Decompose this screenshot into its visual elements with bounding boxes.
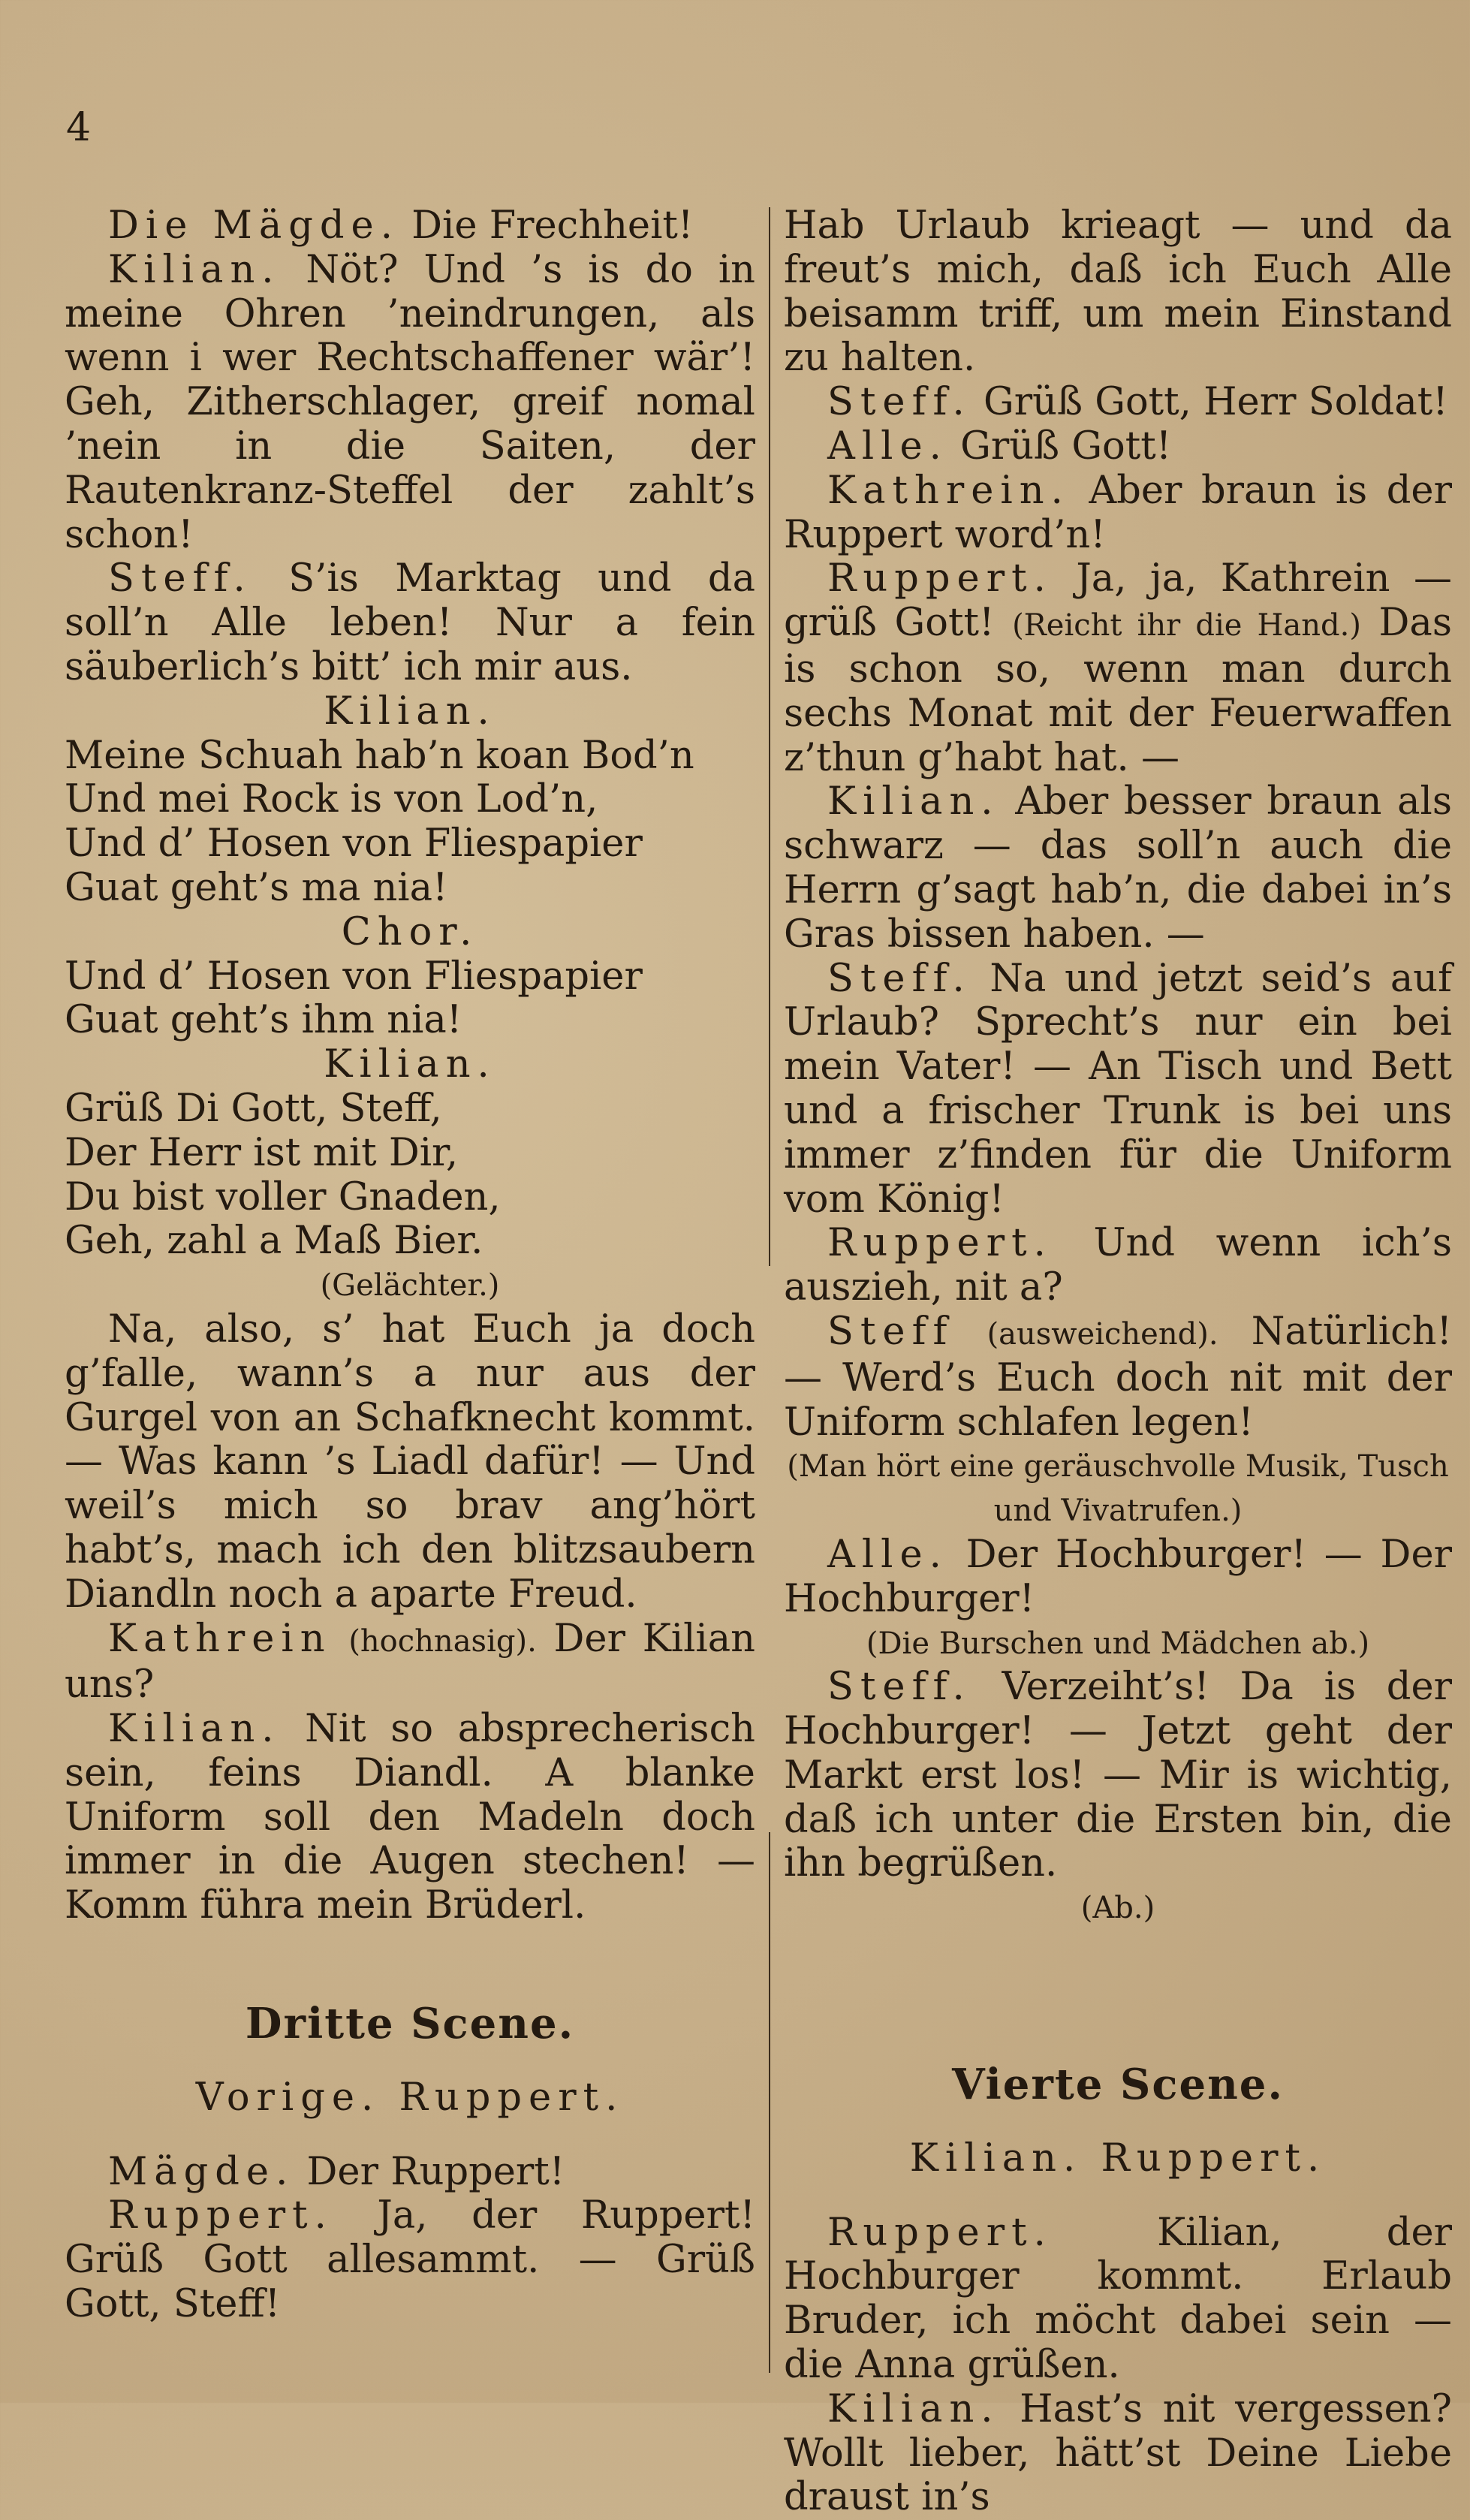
speaker-name: Ruppert. — [827, 556, 1053, 601]
speaker-name: Steff. — [827, 956, 971, 1001]
speaker-name: Alle. — [827, 1532, 948, 1577]
song-line: Geh, zahl a Maß Bier. — [65, 1219, 483, 1264]
right-column — [784, 204, 1452, 2520]
song-speaker-kilian: Kilian. — [324, 689, 496, 734]
speaker-name: Kathrein. — [827, 468, 1070, 513]
stage-direction: (Die Burschen und Mädchen ab.) — [866, 1626, 1370, 1661]
speech-text: Das is schon so, wenn man durch sechs Monat mit der Feuerwaffen z’thun g’habt hat. — — [784, 601, 1452, 780]
speech-text: Der Ruppert! — [306, 2149, 565, 2194]
speech-text: Ja, ja, Kathrein — grüß Gott! — [784, 556, 1452, 646]
speaker-name: Steff — [827, 1309, 954, 1354]
speech-kathrein — [65, 1617, 755, 1708]
speech-text: Und wenn ich’s auszieh, nit a? — [784, 1221, 1453, 1310]
song-line: Und mei Rock is von Lod’n, — [65, 777, 598, 822]
speech-text: Grüß Gott! — [960, 424, 1172, 469]
speaker-name: Steff. — [108, 556, 252, 601]
song-line: Du bist voller Gnaden, — [65, 1174, 501, 1219]
speech-text: Nit so absprecherisch sein, feins Diandl. A blanke Uniform soll den Madeln doch immer in die Augen stechen! — Komm führa mein Brüderl. — [65, 1707, 756, 1928]
speech-maegde-2 — [65, 2151, 755, 2195]
stage-direction-inline: (hochnasig). — [348, 1623, 537, 1659]
speech-text: Grüß Gott, Herr Soldat! — [983, 380, 1448, 425]
column-divider — [769, 207, 770, 1266]
speaker-name: Kilian. — [108, 247, 281, 292]
speech-text: Aber besser braun als schwarz — das soll’n auch die Herrn g’sagt hab’n, die dabei in’s Gras bissen haben. — — [784, 779, 1453, 957]
speaker-name: Mägde. — [108, 2149, 295, 2194]
speaker-name: Steff. — [827, 1665, 971, 1710]
speech-ruppert — [65, 2194, 755, 2326]
speaker-name: Die Mägde. — [108, 203, 399, 248]
stage-direction: (Man hört eine geräuschvolle Musik, Tusch und Vivatrufen.) — [787, 1449, 1449, 1529]
speaker-name: Alle. — [827, 424, 948, 469]
speech-text: Natürlich! — Werd’s Euch doch nit mit der Uniform schlafen legen! — [784, 1309, 1452, 1445]
speech-text: Verzeiht’s! Da is der Hochburger! — Jetzt geht der Markt erst los! — Mir is wichtig, daß ich unter die Ersten bin, die ihn begrüßen. — [784, 1665, 1452, 1886]
speaker-name: Kilian. — [108, 1707, 281, 1752]
page-number: 4 — [66, 105, 92, 150]
speech-ruppert-cont: Hab Urlaub krieagt — und da freut’s mich, daß ich Euch Alle beisamm triff, um mein Einstand zu halten. — [784, 203, 1452, 381]
song-line: Und d’ Hosen von Fliespapier — [65, 821, 643, 867]
left-column — [65, 204, 755, 2327]
speech-steff — [65, 557, 755, 689]
speaker-name: Ruppert. — [108, 2193, 333, 2238]
speech-steff-4 — [784, 1665, 1452, 1886]
song-line: Der Herr ist mit Dir, — [65, 1130, 459, 1175]
stage-direction-inline: (ausweichend). — [987, 1316, 1218, 1352]
chorus-line: Guat geht’s ihm nia! — [65, 998, 462, 1043]
scene-title-3: Dritte Scene. — [245, 1999, 575, 2049]
speech-kilian-cont: Na, also, s’ hat Euch ja doch g’falle, wann’s a nur aus der Gurgel von an Schafknecht kommt. — Was kann ’s Liadl dafür! — Und weil’s mich so brav ang’hört habt’s, mach ich den blitzsaubern Diandln noch a aparte Freud. — [65, 1307, 755, 1617]
speaker-name: Kathrein — [108, 1616, 332, 1661]
stage-direction: (Ab.) — [1080, 1891, 1155, 1926]
speech-text: Nöt? Und ’s is do in meine Ohren ’neindrungen, als wenn i wer Rechtschaffener wär’! Geh, Zitherschlager, greif nomal ’nein in die Saiten, der Rautenkranz-Steffel der zahlt’s schon! — [65, 247, 755, 557]
speech-ruppert — [784, 557, 1452, 780]
speech-maegde — [65, 204, 755, 249]
speaker-name: Ruppert. — [827, 2210, 1053, 2255]
speech-kilian — [784, 780, 1452, 957]
column-divider-lower — [769, 1832, 770, 2373]
speech-text: Kilian, der Hochburger kommt. Erlaub Bruder, ich möcht dabei sein — die Anna grüßen. — [784, 2210, 1453, 2388]
speech-alle — [784, 425, 1452, 469]
song-line: Meine Schuah hab’n koan Bod’n — [65, 733, 694, 778]
speaker-name: Kilian. — [827, 779, 1000, 824]
stage-direction-inline: (Reicht ihr die Hand.) — [1012, 608, 1361, 644]
speech-text: Hast’s nit vergessen? Wollt lieber, hätt’st Deine Liebe draust in’s — [784, 2386, 1452, 2520]
speech-alle-2 — [784, 1533, 1452, 1622]
chorus-line: Und d’ Hosen von Fliespapier — [65, 954, 643, 999]
scene-cast: Kilian. Ruppert. — [909, 2136, 1327, 2181]
speaker-name: Kilian. — [827, 2386, 1000, 2431]
song-line: Guat geht’s ma nia! — [65, 865, 448, 910]
speech-ruppert-3 — [784, 2211, 1452, 2388]
speech-kilian-2 — [784, 2388, 1452, 2520]
stage-direction: (Gelächter.) — [320, 1268, 500, 1304]
chorus-speaker: Chor. — [341, 909, 479, 954]
speech-steff-3 — [784, 1310, 1452, 1445]
speaker-name: Ruppert. — [827, 1221, 1053, 1266]
speech-text: Ja, der Ruppert! Grüß Gott allesammt. — Grüß Gott, Steff! — [65, 2193, 755, 2327]
speech-steff — [784, 381, 1452, 425]
speech-text: Der Hochburger! — Der Hochburger! — [784, 1532, 1453, 1621]
speech-kilian — [65, 249, 755, 558]
song-line: Grüß Di Gott, Steff, — [65, 1086, 442, 1131]
speech-ruppert-2 — [784, 1222, 1452, 1310]
speech-text: Die Frechheit! — [411, 203, 694, 248]
scene-title-4: Vierte Scene. — [952, 2060, 1284, 2110]
speech-text: Aber braun is der Ruppert word’n! — [784, 468, 1452, 557]
speech-steff-2 — [784, 957, 1452, 1222]
speaker-name: Steff. — [827, 380, 971, 425]
speech-kilian-2 — [65, 1708, 755, 1928]
speech-kathrein — [784, 469, 1452, 558]
song-speaker-kilian-2: Kilian. — [324, 1042, 496, 1087]
speech-text: Na und jetzt seid’s auf Urlaub? Sprecht’s nur ein bei mein Vater! — An Tisch und Bett und a frischer Trunk is bei uns immer z’finden für die Uniform vom König! — [784, 956, 1452, 1222]
scene-cast: Vorige. Ruppert. — [195, 2075, 625, 2120]
speech-text: Der Kilian uns? — [65, 1616, 755, 1708]
speech-text: S’is Marktag und da soll’n Alle leben! Nur a fein säuberlich’s bitt’ ich mir aus. — [65, 556, 755, 689]
